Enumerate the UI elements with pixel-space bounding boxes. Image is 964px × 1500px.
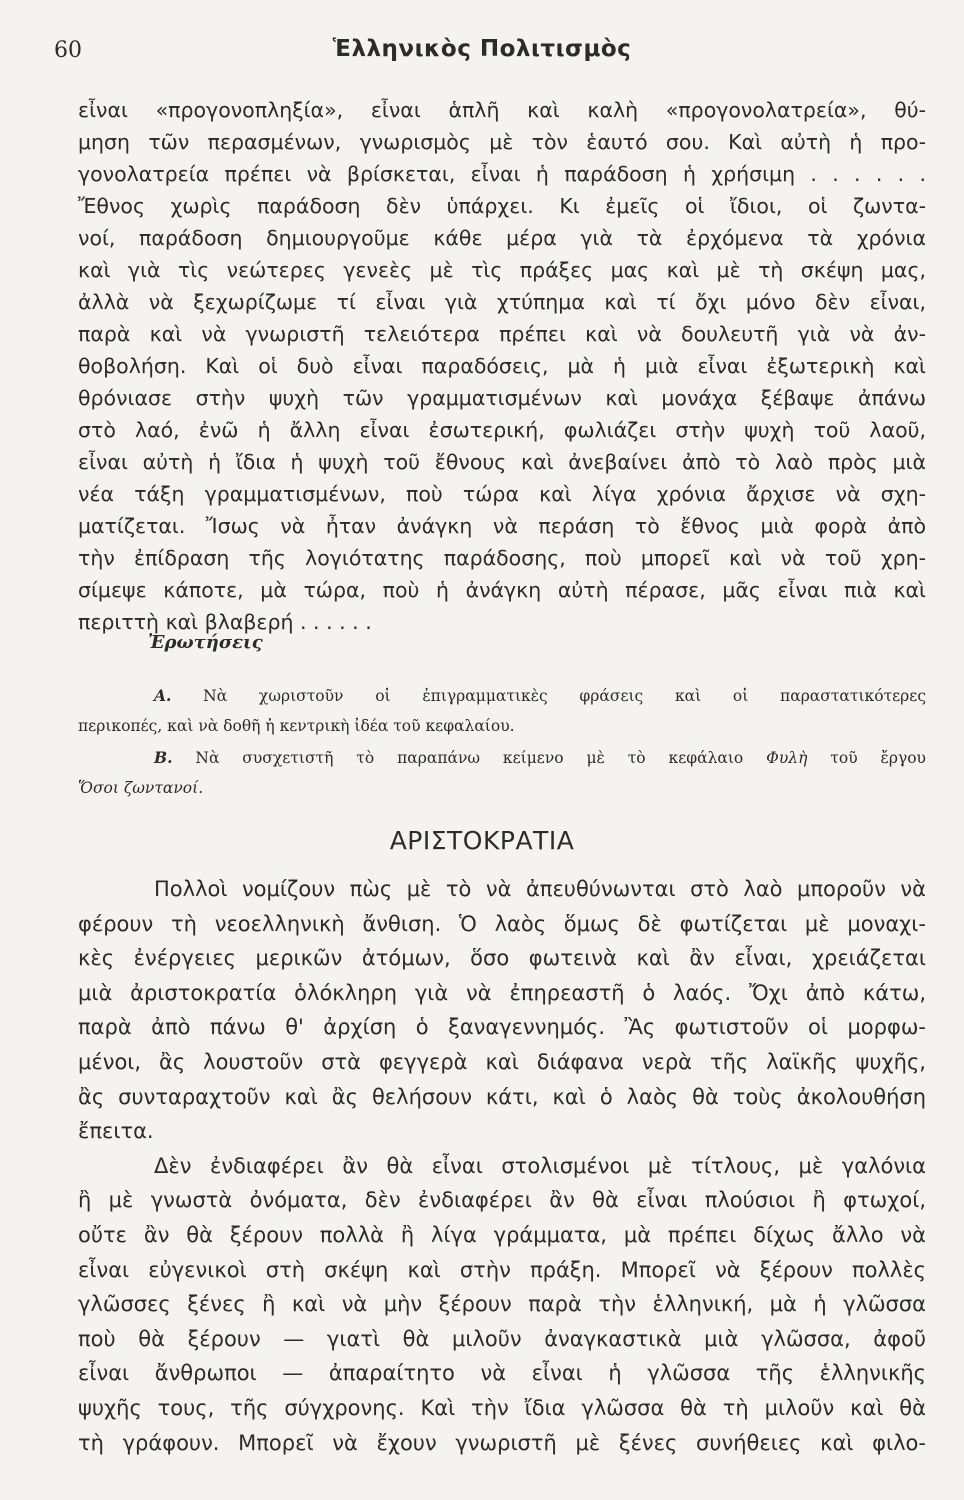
text-line: φέρουν τὴ νεοελληνικὴ ἄνθιση. Ὁ λαὸς ὅμως δὲ φωτίζεται μὲ μοναχι-	[78, 911, 926, 936]
text-line: νέα τάξη γραμματισμένων, ποὺ τώρα καὶ λίγα χρόνια ἄρχισε νὰ σχη-	[78, 482, 926, 506]
text-line: Δὲν ἐνδιαφέρει ἂν θὰ εἶναι στολισμένοι μὲ τίτλους, μὲ γαλόνια	[154, 1153, 926, 1178]
text-line: γλῶσσες ξένες ἢ καὶ νὰ μὴν ξέρουν παρὰ τὴν ἑλληνική, μὰ ἡ γλῶσσα	[78, 1292, 926, 1317]
question-a-line: περικοπές, καὶ νὰ δοθῆ ἡ κεντρικὴ ἰδέα τοῦ κεφαλαίου.	[78, 717, 515, 735]
text-line: εἶναι ἄνθρωποι — ἀπαραίτητο νὰ εἶναι ἡ γλῶσσα τῆς ἑλληνικῆς	[78, 1361, 926, 1386]
question-a-label: Α.	[154, 686, 172, 705]
text-line: εἶναι «προγονοπληξία», εἶναι ἁπλῆ καὶ καλὴ «προγονολατρεία», θύ-	[78, 98, 926, 122]
text-line: ἀλλὰ νὰ ξεχωρίζωμε τί εἶναι γιὰ χτύπημα καὶ τί ὄχι μόνο δὲν εἶναι,	[78, 290, 926, 314]
questions-heading: Ἐρωτήσεις	[148, 632, 263, 653]
question-a-text: Νὰ χωριστοῦν οἱ ἐπιγραμματικὲς φράσεις καὶ οἱ παραστατικότερες	[203, 687, 926, 705]
text-line: περιττὴ καὶ βλαβερή . . . . . .	[78, 610, 372, 634]
text-line: ψυχῆς τους, τῆς σύγχρονης. Καὶ τὴν ἴδια γλῶσσα θὰ τὴ μιλοῦν καὶ θὰ	[78, 1395, 926, 1420]
text-line: παρὰ ἀπὸ πάνω θ' ἀρχίση ὁ ξαναγεννημός. Ἂς φωτιστοῦν οἱ μορφω-	[78, 1015, 926, 1040]
running-title: Ἑλληνικὸς Πολιτισμὸς	[332, 36, 632, 62]
text-line: τὴ γράφουν. Μπορεῖ νὰ ἔχουν γνωριστῆ μὲ ξένες συνήθειες καὶ φιλο-	[78, 1430, 926, 1455]
text-line: Πολλοὶ νομίζουν πὼς μὲ τὸ νὰ ἀπευθύνωνται στὸ λαὸ μποροῦν νὰ	[154, 877, 926, 901]
section-text	[78, 872, 926, 1460]
text-line: κὲς ἐνέργειες μερικῶν ἀτόμων, ὅσο φωτεινὰ καὶ ἂν εἶναι, χρειάζεται	[78, 946, 926, 971]
chapter-title-ref: Φυλὴ	[766, 749, 808, 767]
text-line: σίμεψε κάποτε, μὰ τώρα, ποὺ ἡ ἀνάγκη αὐτὴ πέρασε, μᾶς εἶναι πιὰ καὶ	[78, 578, 926, 602]
text-line: παρὰ καὶ νὰ γνωριστῆ τελειότερα πρέπει καὶ νὰ δουλευτῆ γιὰ νὰ ἀν-	[78, 322, 926, 346]
text-line: τὴν ἐπίδραση τῆς λογιότατης παράδοσης, ποὺ μπορεῖ καὶ νὰ τοῦ χρη-	[78, 546, 926, 570]
question-a-line	[78, 680, 926, 711]
section-title: ΑΡΙΣΤΟΚΡΑΤΙΑ	[389, 826, 575, 855]
question-b-label: Β.	[154, 748, 173, 767]
page-number: 60	[54, 38, 82, 63]
text-line: ἢ μὲ γνωστὰ ὀνόματα, δὲν ἐνδιαφέρει ἂν θὰ εἶναι πλούσιοι ἢ φτωχοί,	[78, 1188, 926, 1213]
text-line: στὸ λαό, ἐνῶ ἡ ἄλλη εἶναι ἐσωτερική, φωλιάζει στὴν ψυχὴ τοῦ λαοῦ,	[78, 418, 926, 442]
text-line: εἶναι εὐγενικοὶ στὴ σκέψη καὶ στὴν πράξη. Μπορεῖ νὰ ξέρουν πολλὲς	[78, 1257, 926, 1282]
text-line: ματίζεται. Ἴσως νὰ ἦταν ἀνάγκη νὰ περάση τὸ ἔθνος μιὰ φορὰ ἀπὸ	[78, 514, 926, 538]
text-line: μένοι, ἂς λουστοῦν στὰ φεγγερὰ καὶ διάφανα νερὰ τῆς λαϊκῆς ψυχῆς,	[78, 1049, 926, 1074]
text-line: νοί, παράδοση δημιουργοῦμε κάθε μέρα γιὰ τὰ ἐρχόμενα τὰ χρόνια	[78, 226, 926, 250]
passage-text	[78, 94, 926, 638]
work-title-ref: Ὅσοι ζωντανοί.	[78, 779, 204, 797]
text-line: μηση τῶν περασμένων, γνωρισμὸς μὲ τὸν ἑαυτό σου. Καὶ αὐτὴ ἡ προ-	[78, 130, 926, 154]
question-b-text-end: τοῦ ἔργου	[830, 749, 926, 767]
text-line: ἂς συνταραχτοῦν καὶ ἂς θελήσουν κάτι, καὶ ὁ λαὸς θὰ τοὺς ἀκολουθήση	[78, 1084, 926, 1109]
text-line: καὶ γιὰ τὶς νεώτερες γενεὲς μὲ τὶς πράξες μας καὶ μὲ τὴ σκέψη μας,	[78, 258, 926, 282]
text-line: Ἔθνος χωρὶς παράδοση δὲν ὑπάρχει. Κι ἐμεῖς οἱ ἴδιοι, οἱ ζωντα-	[78, 194, 926, 218]
text-line: ποὺ θὰ ξέρουν — γιατὶ θὰ μιλοῦν ἀναγκαστικὰ μιὰ γλῶσσα, ἀφοῦ	[78, 1326, 926, 1351]
questions-block	[78, 680, 926, 804]
text-line: εἶναι αὐτὴ ἡ ἴδια ἡ ψυχὴ τοῦ ἔθνους καὶ ἀνεβαίνει ἀπὸ τὸ λαὸ πρὸς μιὰ	[78, 450, 926, 474]
question-b-line	[78, 742, 926, 773]
text-line: γονολατρεία πρέπει νὰ βρίσκεται, εἶναι ἡ παράδοση ἡ χρήσιμη . . . . . .	[78, 162, 926, 186]
text-line: μιὰ ἀριστοκρατία ὁλόκληρη γιὰ νὰ ἐπηρεαστῆ ὁ λαός. Ὄχι ἀπὸ κάτω,	[78, 980, 926, 1005]
question-b-text: Νὰ συσχετιστῆ τὸ παραπάνω κείμενο μὲ τὸ κεφάλαιο	[195, 749, 744, 767]
text-line: θοβολήση. Καὶ οἱ δυὸ εἶναι παραδόσεις, μὰ ἡ μιὰ εἶναι ἐξωτερικὴ καὶ	[78, 354, 926, 378]
text-line: οὔτε ἂν θὰ ξέρουν πολλὰ ἢ λίγα γράμματα, μὰ πρέπει δίχως ἄλλο νὰ	[78, 1222, 926, 1247]
text-line: ἔπειτα.	[78, 1119, 154, 1144]
text-line: θρόνιασε στὴν ψυχὴ τῶν γραμματισμένων καὶ μονάχα ξέβαψε ἀπάνω	[78, 386, 926, 410]
